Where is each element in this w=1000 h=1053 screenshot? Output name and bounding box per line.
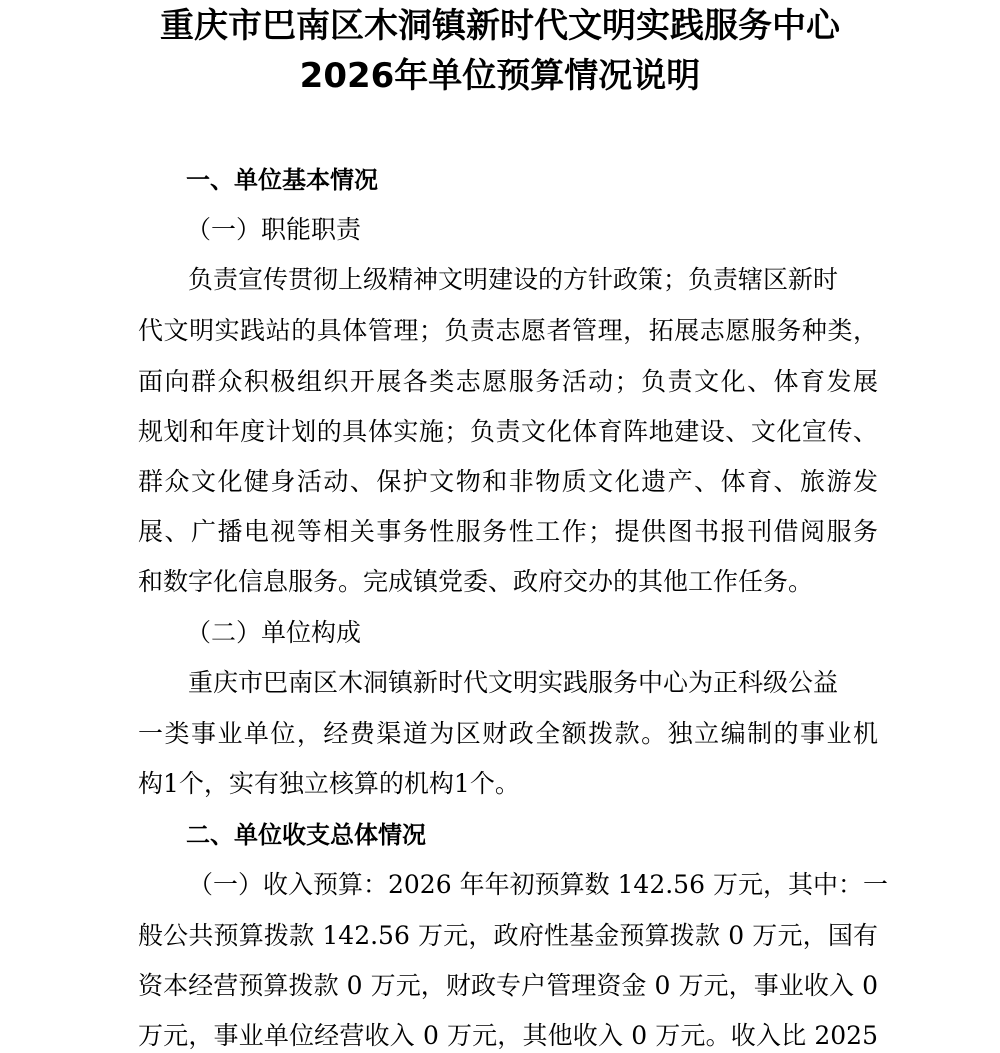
- paragraph-line: 万元，事业单位经营收入 0 万元，其他收入 0 万元。收入比 2025: [138, 1021, 878, 1050]
- paragraph-line: （一）收入预算：2026 年年初预算数 142.56 万元，其中：一: [188, 870, 888, 899]
- document-title-line-2: 2026年单位预算情况说明: [299, 56, 701, 96]
- paragraph-line: 构1个，实有独立核算的机构1个。: [138, 769, 520, 798]
- subsection-heading-composition: （二）单位构成: [186, 618, 362, 647]
- paragraph-line: 代文明实践站的具体管理；负责志愿者管理，拓展志愿服务种类，: [138, 316, 878, 345]
- paragraph-line: 负责宣传贯彻上级精神文明建设的方针政策；负责辖区新时: [188, 265, 839, 294]
- paragraph-line: 展、广播电视等相关事务性服务性工作；提供图书报刊借阅服务: [138, 517, 878, 546]
- subsection-heading-functions: （一）职能职责: [186, 215, 362, 244]
- paragraph-line: 群众文化健身活动、保护文物和非物质文化遗产、体育、旅游发: [138, 467, 878, 496]
- paragraph-line: 面向群众积极组织开展各类志愿服务活动；负责文化、体育发展: [138, 367, 878, 396]
- paragraph-line: 资本经营预算拨款 0 万元，财政专户管理资金 0 万元，事业收入 0: [138, 971, 878, 1000]
- paragraph-line: 一类事业单位，经费渠道为区财政全额拨款。独立编制的事业机: [138, 719, 878, 748]
- section-heading-revenue-expenditure: 二、单位收支总体情况: [186, 821, 426, 849]
- paragraph-line: 重庆市巴南区木洞镇新时代文明实践服务中心为正科级公益: [188, 668, 839, 697]
- paragraph-line: 规划和年度计划的具体实施；负责文化体育阵地建设、文化宣传、: [138, 417, 878, 446]
- paragraph-line: 般公共预算拨款 142.56 万元，政府性基金预算拨款 0 万元，国有: [138, 921, 878, 950]
- paragraph-line: 和数字化信息服务。完成镇党委、政府交办的其他工作任务。: [138, 567, 814, 596]
- document-title-line-1: 重庆市巴南区木洞镇新时代文明实践服务中心: [160, 6, 840, 46]
- section-heading-basic-info: 一、单位基本情况: [186, 166, 378, 194]
